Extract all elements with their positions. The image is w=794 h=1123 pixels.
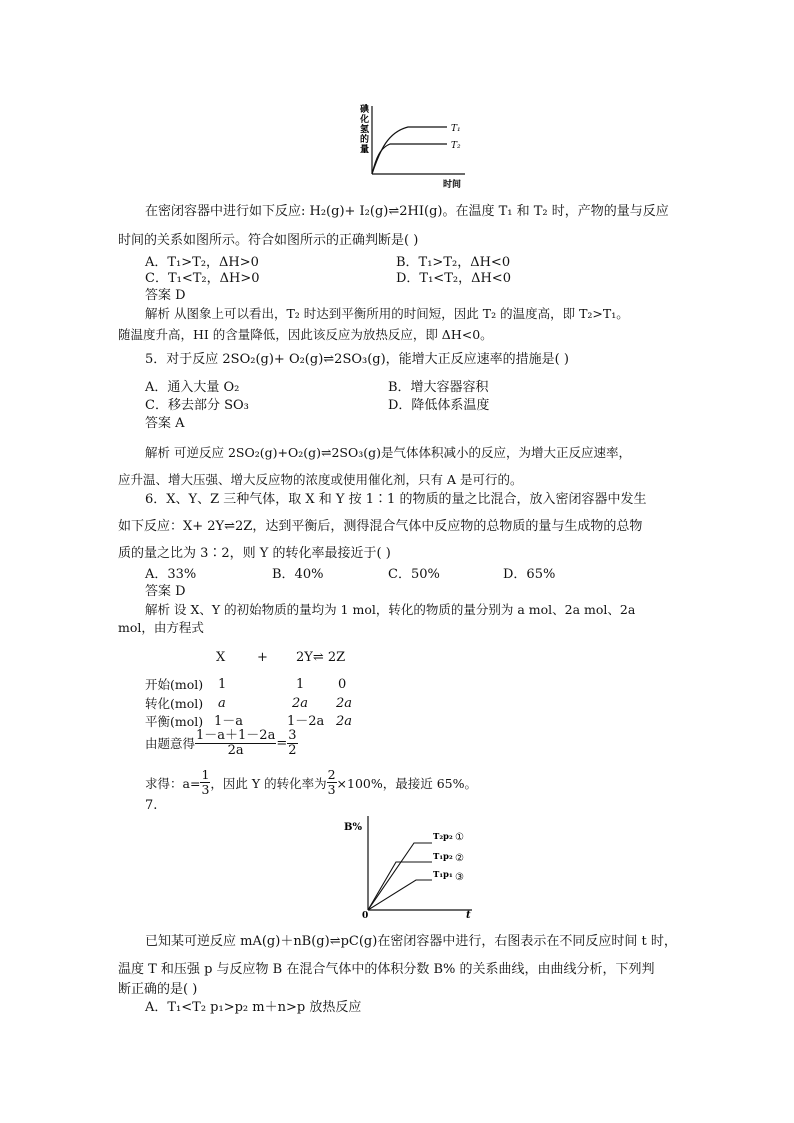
origin-label: 0 <box>362 911 369 920</box>
curve-t2 <box>372 144 447 174</box>
q6-explanation-line1: 解析 设 X、Y 的初始物质的量均为 1 mol，转化的物质的量分别为 a mol、2a mol、2a <box>145 602 636 617</box>
graph-hi-amount-vs-time <box>350 100 480 192</box>
q6-option-b: B．40% <box>272 567 324 582</box>
q6-stem-line1: 6．X、Y、Z 三种气体，取 X 和 Y 按 1∶1 的物质的量之比混合，放入密闭容器中发生 <box>145 492 647 507</box>
q6-option-d: D．65% <box>503 567 556 582</box>
q4-option-c: C．T₁<T₂，ΔH>0 <box>145 271 260 286</box>
q5-option-a: A．通入大量 O₂ <box>145 380 240 395</box>
q6-explanation-line2: mol，由方程式 <box>118 620 204 635</box>
ylabel-char: 量 <box>360 145 370 155</box>
condition-fraction <box>195 729 276 758</box>
ylabel-char: 化 <box>360 115 370 125</box>
fraction-numerator: 2 <box>327 767 336 782</box>
row-x: 1－a <box>214 714 244 729</box>
row-z: 0 <box>338 677 347 692</box>
curve-mark: ② <box>455 853 464 864</box>
ylabel-char: 碘 <box>360 105 370 115</box>
q4-answer: 答案 D <box>145 288 186 303</box>
xlabel: t <box>466 910 471 920</box>
ylabel-char: 氢 <box>360 125 370 135</box>
q4-stem-line2: 时间的关系如图所示。符合如图所示的正确判断是( ) <box>118 233 419 248</box>
equals-sign: = <box>276 736 288 751</box>
q7-stem-line3: 断正确的是( ) <box>118 982 198 997</box>
row-y: 1 <box>296 677 305 692</box>
row-label: 开始(mol) <box>145 677 204 692</box>
q6-answer: 答案 D <box>145 584 186 599</box>
q7-stem-line2: 温度 T 和压强 p 与反应物 B 在混合气体中的体积分数 B% 的关系曲线，由曲线分析，下列判 <box>118 962 655 977</box>
ylabel: B% <box>344 822 362 833</box>
condition-prefix: 由题意得 <box>145 735 196 751</box>
q5-stem: 5．对于反应 2SO₂(g)+ O₂(g)⇌2SO₃(g)，能增大正反应速率的措施是( ) <box>145 352 569 367</box>
q4-option-b: B．T₁>T₂，ΔH<0 <box>396 255 511 270</box>
row-label: 转化(mol) <box>145 696 204 711</box>
q4-explanation-line1: 解析 从图象上可以看出，T₂ 时达到平衡所用的时间短，因此 T₂ 的温度高，即 T₂>T₁。 <box>145 306 629 321</box>
q7-number: 7. <box>145 798 158 813</box>
label-t1: T₁ <box>451 124 461 134</box>
q5-option-b: B．增大容器容积 <box>388 380 489 395</box>
graph-b-percent-vs-time <box>344 810 480 920</box>
curve-2 <box>368 862 432 910</box>
q6-option-c: C．50% <box>388 567 440 582</box>
q5-option-c: C．移去部分 SO₃ <box>145 398 249 413</box>
condition-ratio <box>287 729 297 758</box>
q4-stem-line1: 在密闭容器中进行如下反应: H₂(g)+ I₂(g)⇌2HI(g)。在温度 T₁ 和 T₂ 时，产物的量与反应 <box>145 204 669 219</box>
fraction-denominator: 2a <box>227 743 244 758</box>
q6-stem-line2: 如下反应：X+ 2Y⇌2Z，达到平衡后，测得混合气体中反应物的总物质的量与生成物的总物 <box>118 519 643 534</box>
fraction-numerator: 3 <box>288 728 297 743</box>
row-x: 1 <box>218 677 227 692</box>
fraction-denominator: 3 <box>201 782 210 797</box>
fraction-denominator: 2 <box>288 743 297 758</box>
row-y: 1－2a <box>287 714 325 729</box>
curve-label: T₁p₂ <box>433 852 453 862</box>
fraction-denominator: 3 <box>327 782 336 797</box>
q5-explanation-line1: 解析 可逆反应 2SO₂(g)+O₂(g)⇌2SO₃(g)是气体体积减小的反应，为增大正反应速率， <box>145 445 631 460</box>
q4-option-d: D．T₁<T₂，ΔH<0 <box>396 271 511 286</box>
solution-fraction-a <box>200 768 210 797</box>
q7-stem-line1: 已知某可逆反应 mA(g)＋nB(g)⇌pC(g)在密闭容器中进行，右图表示在不同反应时间 t 时， <box>145 934 677 949</box>
curve-3 <box>368 880 432 910</box>
curve-1 <box>368 843 432 910</box>
fraction-numerator: 1－a＋1－2a <box>196 728 276 743</box>
q6-stem-line3: 质的量之比为 3∶2，则 Y 的转化率最接近于( ) <box>118 546 391 561</box>
solution-middle: ，因此 Y 的转化率为 <box>210 775 327 791</box>
q5-answer: 答案 A <box>145 416 185 431</box>
row-x: a <box>218 696 226 711</box>
eq-y-z: 2Y⇌ 2Z <box>296 650 346 665</box>
q5-option-d: D．降低体系温度 <box>388 398 490 413</box>
curve-mark: ③ <box>455 872 464 883</box>
eq-x: X <box>216 650 226 665</box>
solution-prefix: 求得：a= <box>145 775 201 791</box>
condition-equation <box>145 729 298 758</box>
row-z: 2a <box>336 696 353 711</box>
ylabel-char: 的 <box>360 135 370 145</box>
q6-option-a: A．33% <box>145 567 197 582</box>
curve-label: T₁p₁ <box>433 870 453 880</box>
row-y: 2a <box>292 696 309 711</box>
label-t2: T₂ <box>451 141 461 151</box>
q7-option-a: A．T₁<T₂ p₁>p₂ m＋n>p 放热反应 <box>145 1000 362 1015</box>
xlabel: 时间 <box>443 180 462 190</box>
solution-fraction-rate <box>327 768 337 797</box>
row-label: 平衡(mol) <box>145 714 204 729</box>
eq-plus: + <box>257 650 268 665</box>
fraction-numerator: 1 <box>201 767 210 782</box>
solution-line <box>145 768 477 797</box>
q4-option-a: A．T₁>T₂，ΔH>0 <box>145 255 259 270</box>
q5-explanation-line2: 应升温、增大压强、增大反应物的浓度或使用催化剂，只有 A 是可行的。 <box>118 472 523 487</box>
curve-t1 <box>372 127 447 174</box>
solution-end: ×100%，最接近 65%。 <box>336 775 478 791</box>
row-z: 2a <box>336 714 353 729</box>
curve-label: T₂p₂ <box>433 832 453 842</box>
q4-explanation-line2: 随温度升高，HI 的含量降低，因此该反应为放热反应，即 ΔH<0。 <box>118 327 493 342</box>
curve-mark: ① <box>455 832 464 843</box>
